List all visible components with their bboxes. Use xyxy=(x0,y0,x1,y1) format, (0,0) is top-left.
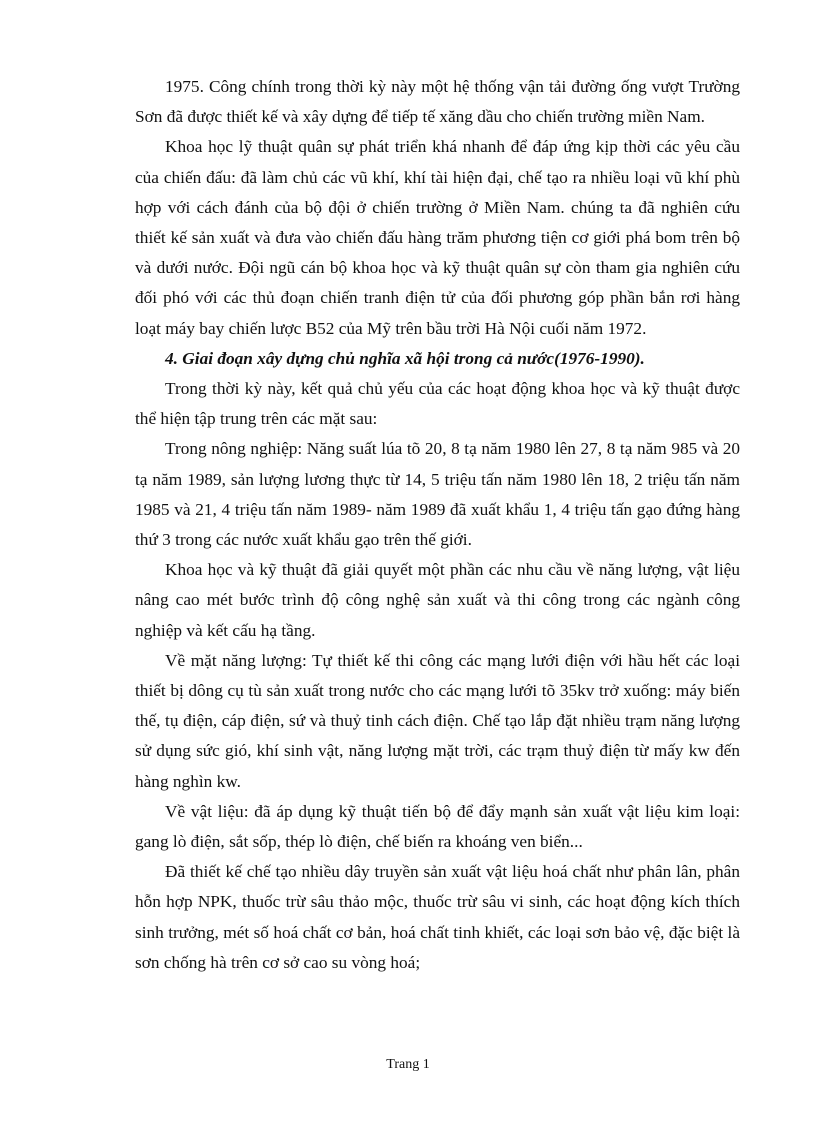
paragraph-energy-materials: Khoa học và kỹ thuật đã giải quyết một phần các nhu cầu về năng lượng, vật liệu nâng cao mét bước trình độ công nghệ sản xuất và thi công trong các ngành công nghiệp và kết cấu hạ tầng. xyxy=(135,560,740,640)
paragraph-period-results: Trong thời kỳ này, kết quả chủ yếu của các hoạt động khoa học và kỹ thuật được thể hiện tập trung trên các mặt sau: xyxy=(135,379,740,429)
section-heading: 4. Giai đoạn xây dựng chủ nghĩa xã hội trong cả nước(1976-1990). xyxy=(165,348,645,368)
paragraph-materials: Về vật liệu: đã áp dụng kỹ thuật tiến bộ để đẩy mạnh sản xuất vật liệu kim loại: gang lò điện, sắt sốp, thép lò điện, chế biến ra khoáng ven biển... xyxy=(135,801,740,852)
paragraph-chemicals: Đã thiết kế chế tạo nhiều dây truyền sản xuất vật liệu hoá chất như phân lân, phân hỗn hợp NPK, thuốc trừ sâu thảo mộc, thuốc trừ sâu vi sinh, các hoạt động kích thích sinh trưởng, mét số hoá chất cơ bản, hoá chất tinh khiết, các loại sơn bảo vệ, đặc biệt là sơn chống hà trên cơ sở cao su vòng hoá; xyxy=(135,862,740,972)
document-body xyxy=(135,72,740,978)
paragraph-agriculture: Trong nông nghiệp: Năng suất lúa tõ 20, 8 tạ năm 1980 lên 27, 8 tạ năm 985 và 20 tạ năm 1989, sản lượng lương thực từ 14, 5 triệu tấn năm 1980 lên 18, 2 triệu tấn năm 1985 và 21, 4 triệu tấn năm 1989- năm 1989 đã xuất khẩu 1, 4 triệu tấn gạo đứng hàng thứ 3 trong các nước xuất khẩu gạo trên thế giới. xyxy=(135,439,740,550)
page-footer: Trang 1 xyxy=(386,1057,430,1072)
paragraph-military-science: Khoa học lỹ thuật quân sự phát triển khá nhanh để đáp ứng kịp thời các yêu cầu của chiến đấu: đã làm chủ các vũ khí, khí tài hiện đại, chế tạo ra nhiều loại vũ khí phù hợp với cách đánh của bộ đội ở chiến trường ở Miền Nam. chúng ta đã nghiên cứu thiết kế sản xuất và đưa vào chiến đấu hàng trăm phương tiện cơ giới phá bom trên bộ và dưới nước. Đội ngũ cán bộ khoa học và kỹ thuật quân sự còn tham gia nghiên cứu đối phó với các thủ đoạn chiến tranh điện tử của đối phương góp phần bắn rơi hàng loạt máy bay chiến lược B52 của Mỹ trên bầu trời Hà Nội cuối năm 1972. xyxy=(135,137,740,338)
paragraph-energy: Về mặt năng lượng: Tự thiết kế thi công các mạng lưới điện với hầu hết các loại thiết bị dông cụ tù sản xuất trong nước cho các mạng lưới tõ 35kv trở xuống: máy biến thế, tụ điện, cáp điện, sứ và thuỷ tinh cách điện. Chế tạo lắp đặt nhiều trạm năng lượng sử dụng sức gió, khí sinh vật, năng lượng mặt trời, các trạm thuỷ điện từ mấy kw đến hàng nghìn kw. xyxy=(135,650,740,791)
paragraph-pipeline: 1975. Công chính trong thời kỳ này một hệ thống vận tải đường ống vượt Trường Sơn đã được thiết kế và xây dựng để tiếp tế xăng dầu cho chiến trường miền Nam. xyxy=(135,77,740,127)
